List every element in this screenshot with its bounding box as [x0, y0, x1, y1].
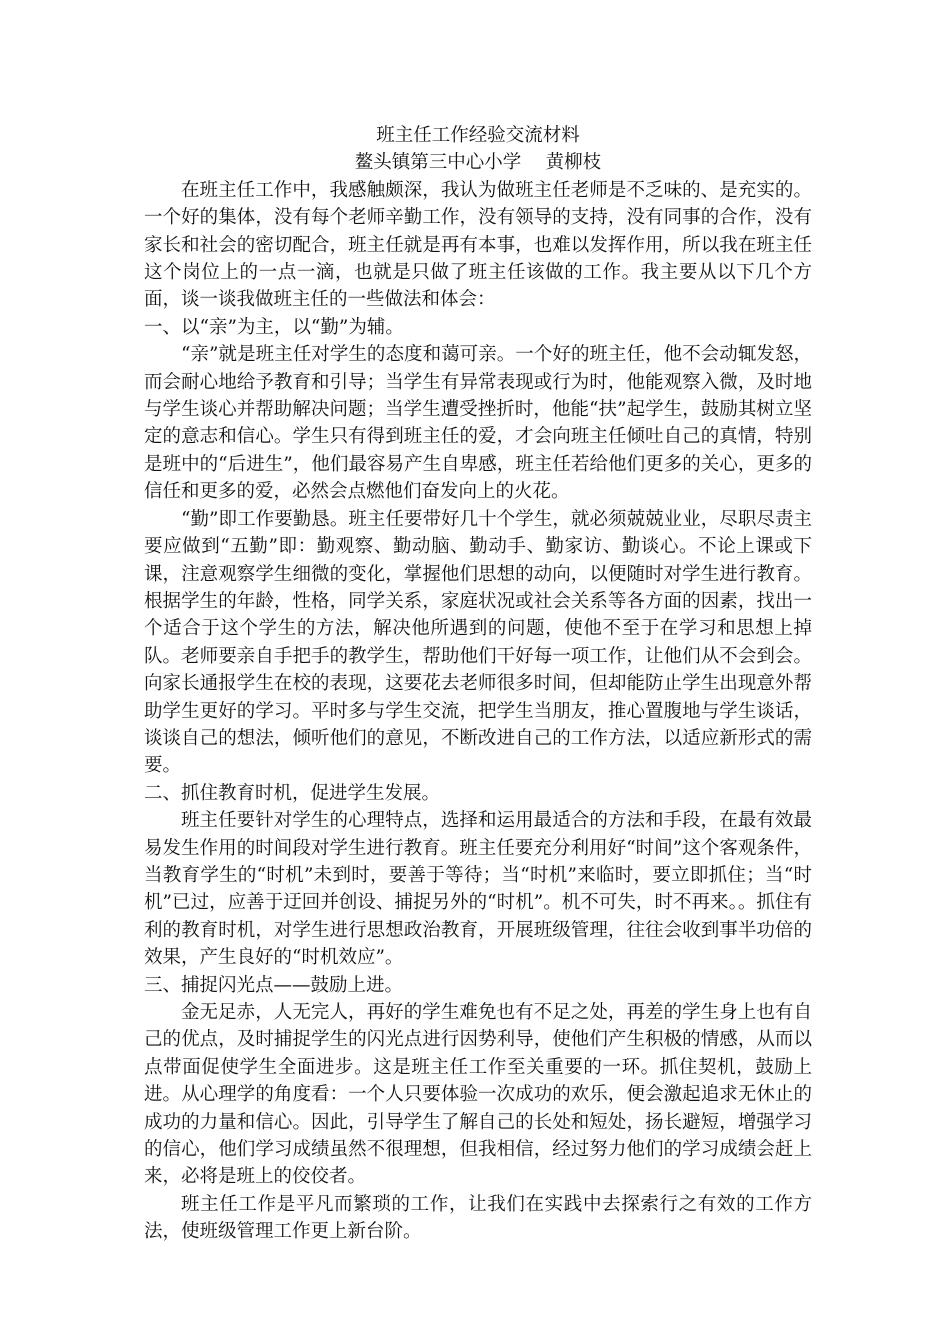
section-1-paragraph-1: “亲”就是班主任对学生的态度和蔼可亲。一个好的班主任，他不会动辄发怒，而会耐心地给予教育和引导；当学生有异常表现或行为时，他能观察入微，及时地与学生谈心并帮助解决问题；当学生遭受挫折时，他能“扶”起学生，鼓励其树立坚定的意志和信心。学生只有得到班主任的爱，才会向班主任倾吐自己的真情，特别是班中的“后进生”，他们最容易产生自卑感，班主任若给他们更多的关心，更多的信任和更多的爱，必然会点燃他们奋发向上的火花。 — [144, 344, 812, 503]
section-2-paragraph-1: 班主任要针对学生的心理特点，选择和运用最适合的方法和手段，在最有效最易发生作用的时间段对学生进行教育。班主任要充分利用好“时间”这个客观条件，当教育学生的“时机”未到时，要善于等待；当“时机”来临时，要立即抓住；当“时机”已过，应善于迂回并创设、捕捉另外的“时机”。机不可失，时不再来。。抓住有利的教育时机，对学生进行思想政治教育，开展班级管理，往往会收到事半功倍的效果，产生良好的“时机效应”。 — [144, 810, 812, 969]
section-heading-1: 一、以“亲”为主，以“勤”为辅。 — [144, 316, 404, 338]
section-heading-3: 三、捕捉闪光点——鼓励上进。 — [144, 974, 404, 996]
section-heading-2: 二、抓住教育时机，促进学生发展。 — [144, 782, 441, 804]
section-1-paragraph-2: “勤”即工作要勤恳。班主任要带好几十个学生，就必须兢兢业业，尽职尽责主要应做到“五勤”即：勤观察、勤动脑、勤动手、勤家访、勤谈心。不论上课或下课，注意观察学生细微的变化，掌握他们思想的动向，以便随时对学生进行教育。根据学生的年龄，性格，同学关系，家庭状况或社会关系等各方面的因素，找出一个适合于这个学生的方法，解决他所遇到的问题，使他不至于在学习和思想上掉队。老师要亲自手把手的教学生，帮助他们干好每一项工作，让他们从不会到会。向家长通报学生在校的表现，这要花去老师很多时间，但却能防止学生出现意外帮助学生更好的学习。平时多与学生交流，把学生当朋友，推心置腹地与学生谈话，谈谈自己的想法，倾听他们的意见，不断改进自己的工作方法，以适应新形式的需要。 — [144, 508, 812, 777]
document-author: 鳌头镇第三中心小学 黄柳枝 — [354, 152, 602, 174]
section-3-paragraph-1: 金无足赤，人无完人，再好的学生难免也有不足之处，再差的学生身上也有自己的优点，及时捕捉学生的闪光点进行因势利导，使他们产生积极的情感，从而以点带面促使学生全面进步。这是班主任工作至关重要的一环。抓住契机，鼓励上进。从心理学的角度看：一个人只要体验一次成功的欢乐，便会激起追求无休止的成功的力量和信心。因此，引导学生了解自己的长处和短处，扬长避短，增强学习的信心，他们学习成绩虽然不很理想，但我相信，经过努力他们的学习成绩会赶上来，必将是班上的佼佼者。 — [144, 1002, 812, 1188]
closing-paragraph: 班主任工作是平凡而繁琐的工作，让我们在实践中去探索行之有效的工作方法，使班级管理工作更上新台阶。 — [144, 1193, 812, 1243]
document-page — [144, 122, 812, 1246]
intro-paragraph: 在班主任工作中，我感触颇深，我认为做班主任老师是不乏味的、是充实的。一个好的集体，没有每个老师辛勤工作，没有领导的支持，没有同事的合作，没有家长和社会的密切配合，班主任就是再有本事，也难以发挥作用，所以我在班主任这个岗位上的一点一滴，也就是只做了班主任该做的工作。我主要从以下几个方面，谈一谈我做班主任的一些做法和体会： — [144, 179, 812, 311]
document-title: 班主任工作经验交流材料 — [376, 125, 580, 146]
